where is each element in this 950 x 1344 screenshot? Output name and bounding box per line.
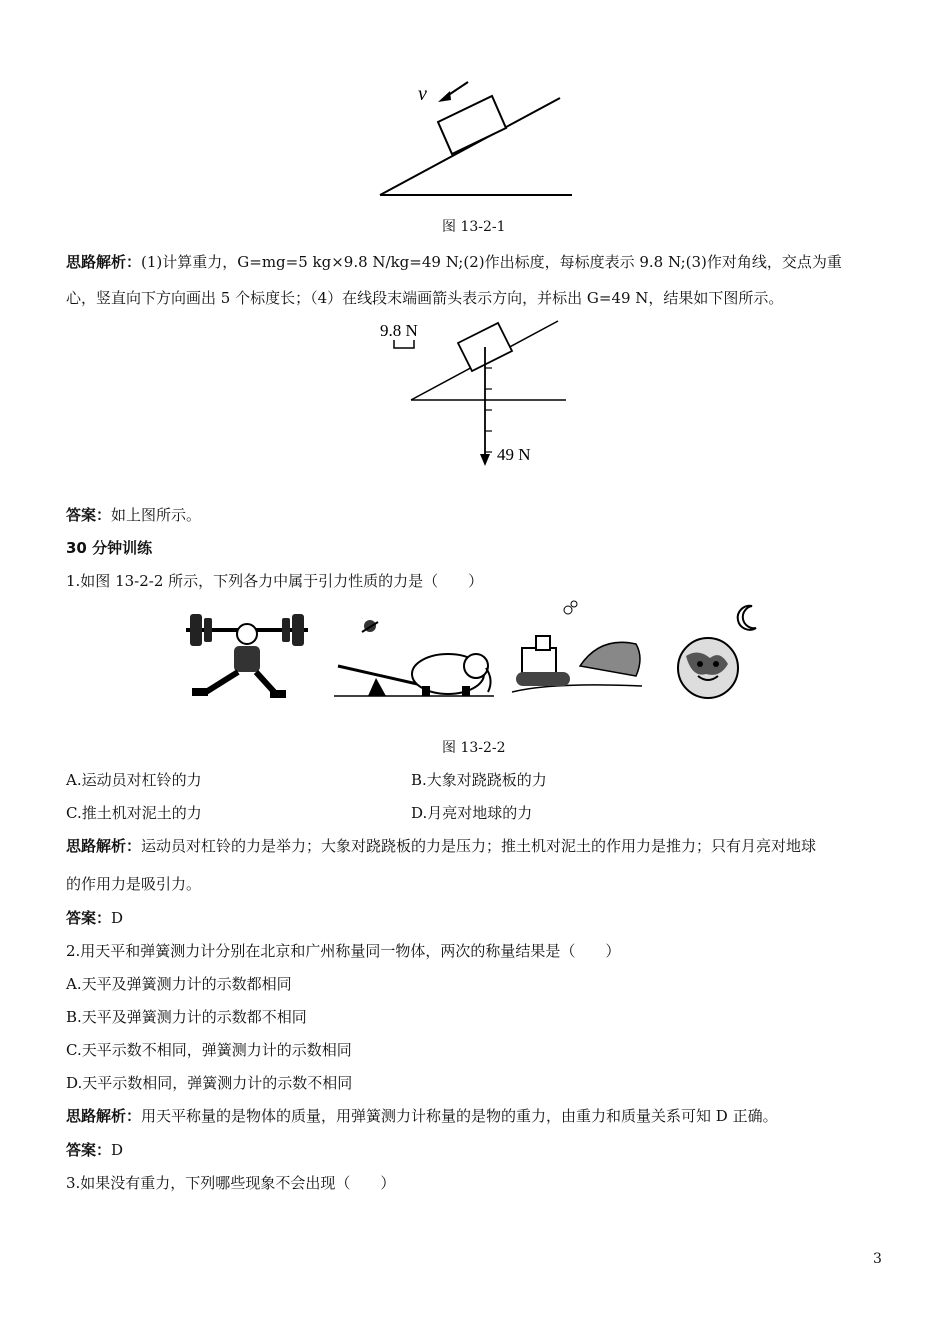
answer1: 答案：如上图所示。 <box>66 506 202 524</box>
q1-option-d: D.月亮对地球的力 <box>411 804 533 822</box>
velocity-arrowhead <box>438 91 451 102</box>
q2-option-a: A.天平及弹簧测力计的示数都相同 <box>66 975 292 993</box>
earth-moon-image <box>678 606 756 698</box>
scale-ticks <box>485 368 492 452</box>
elephant-seesaw-image <box>334 620 494 696</box>
fig1-caption: 图 13-2-1 <box>442 219 506 235</box>
q2-analysis: 思路解析：用天平称量的是物体的质量，用弹簧测力计称量的是物的重力，由重力和质量关系可知 D 正确。 <box>66 1107 778 1125</box>
q1-stem: 1.如图 13-2-2 所示，下列各力中属于引力性质的力是（ ） <box>66 572 484 590</box>
q1-option-b: B.大象对跷跷板的力 <box>411 771 547 789</box>
analysis1-label: 思路解析： <box>66 253 142 271</box>
figure-13-2-2 <box>176 596 786 708</box>
figure-13-2-1 <box>372 78 582 203</box>
answer1-label: 答案： <box>66 506 112 524</box>
analysis1-line1: 思路解析：(1)计算重力，G=mg=5 kg×9.8 N/kg=49 N;(2)作出标度，每标度表示 9.8 N;(3)作对角线，交点为重 <box>66 253 842 271</box>
q1-option-a: A.运动员对杠铃的力 <box>66 771 202 789</box>
q1-analysis-line2: 的作用力是吸引力。 <box>66 875 202 893</box>
q2-analysis-label: 思路解析： <box>66 1107 142 1125</box>
q3-stem: 3.如果没有重力，下列哪些现象不会出现（ ） <box>66 1174 396 1192</box>
q2-option-b: B.天平及弹簧测力计的示数都不相同 <box>66 1008 307 1026</box>
q2-answer: 答案：D <box>66 1141 124 1159</box>
q1-option-c: C.推土机对泥土的力 <box>66 804 202 822</box>
q1-answer: 答案：D <box>66 909 124 927</box>
q1-fig-caption: 图 13-2-2 <box>442 740 506 756</box>
q2-option-d: D.天平示数相同，弹簧测力计的示数不相同 <box>66 1074 353 1092</box>
scale-bracket <box>394 340 414 348</box>
page-number: 3 <box>873 1251 882 1267</box>
block <box>438 96 506 154</box>
q2-answer-label: 答案： <box>66 1141 112 1159</box>
q1-analysis-line1: 思路解析：运动员对杠铃的力是举力；大象对跷跷板的力是压力；推土机对泥土的作用力是推力；只有月亮对地球 <box>66 837 817 855</box>
q2-option-c: C.天平示数不相同，弹簧测力计的示数相同 <box>66 1041 352 1059</box>
force-diagram <box>376 316 576 474</box>
bulldozer-image <box>512 601 642 692</box>
analysis1-line2: 心，竖直向下方向画出 5 个标度长；（4）在线段末端画箭头表示方向，并标出 G=49 N，结果如下图所示。 <box>66 289 784 307</box>
section-title: 30 分钟训练 <box>66 539 153 557</box>
gravity-arrowhead <box>480 454 490 466</box>
q2-stem: 2.用天平和弹簧测力计分别在北京和广州称量同一物体，两次的称量结果是（ ） <box>66 942 621 960</box>
q1-answer-label: 答案： <box>66 909 112 927</box>
velocity-label: v <box>418 83 427 105</box>
q1-analysis-label: 思路解析： <box>66 837 142 855</box>
weightlifter-image <box>186 614 308 698</box>
scale-label: 9.8 N <box>380 321 418 340</box>
force-label: 49 N <box>497 445 531 464</box>
